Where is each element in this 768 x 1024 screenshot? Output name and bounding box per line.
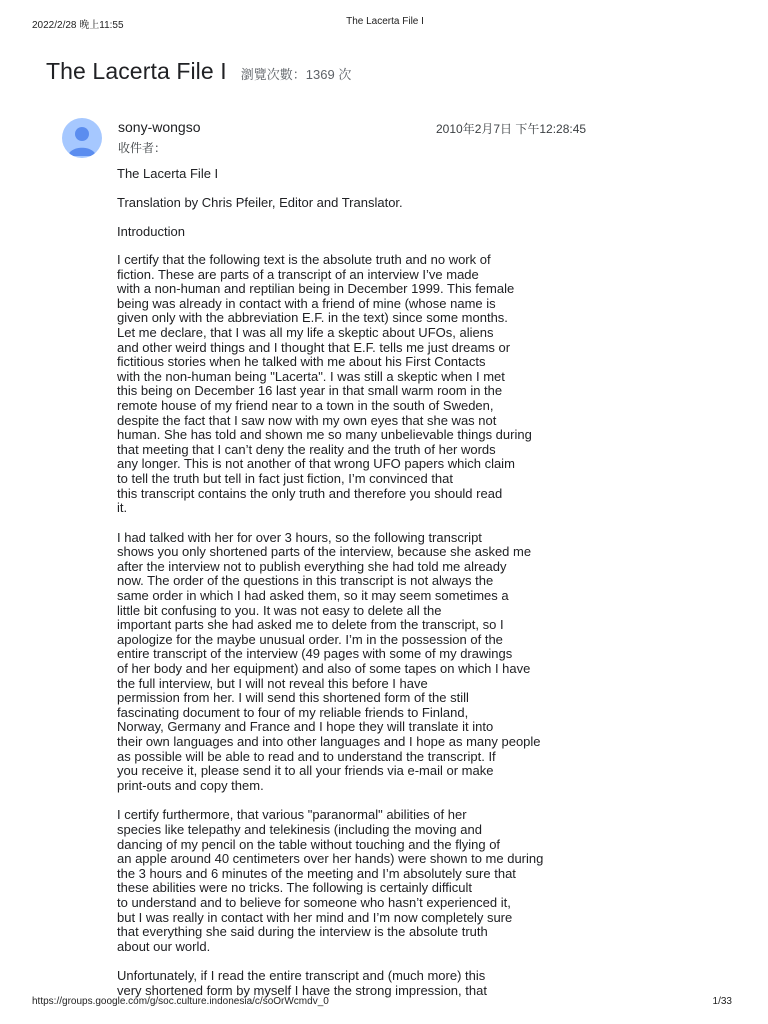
- print-datetime: 2022/2/28 晚上11:55: [32, 20, 124, 31]
- paragraph-line: fiction. These are parts of a transcript of an interview I’ve made: [117, 266, 479, 282]
- body-paragraph: [117, 253, 567, 516]
- paragraph-line: you receive it, please send it to all your friends via e-mail or make: [117, 763, 494, 779]
- paragraph-line: any longer. This is not another of that wrong UFO papers which claim: [117, 456, 515, 472]
- paragraph-line: little bit confusing to you. It was not easy to delete all the: [117, 602, 442, 618]
- paragraph-line: to tell the truth but tell in fact just fiction, I’m convinced that: [117, 470, 454, 486]
- paragraph-line: of her body and her equipment) and also of some tapes on which I have: [117, 661, 531, 677]
- paragraph-line: but I was really in contact with her mind and I’m now completely sure: [117, 909, 513, 925]
- body-paragraph: [117, 531, 567, 794]
- paragraph-line: the 3 hours and 6 minutes of the meeting and I’m absolutely sure that: [117, 865, 516, 881]
- print-page-title: The Lacerta File I: [346, 16, 424, 27]
- print-page-number: 1/33: [712, 996, 732, 1007]
- paragraph-line: I had talked with her for over 3 hours, so the following transcript: [117, 529, 482, 545]
- paragraph-line: as possible will be able to read and to understand the transcript. If: [117, 748, 496, 764]
- paragraph-line: their own languages and into other languages and I hope as many people: [117, 734, 541, 749]
- paragraph-line: this being on December 16 last year in that small warm room in the: [117, 383, 503, 399]
- body-paragraph: [117, 808, 567, 954]
- sender-name[interactable]: sony-wongso: [118, 119, 201, 135]
- print-url: https://groups.google.com/g/soc.culture.indonesia/c/soOrWcmdv_0: [32, 996, 329, 1007]
- paragraph-line: human. She has told and shown me so many unbelievable things during: [117, 427, 532, 443]
- body-paragraph: [117, 969, 567, 998]
- paragraph-line: Norway, Germany and France and I hope they will translate it into: [117, 719, 494, 735]
- paragraph-line: shows you only shortened parts of the interview, because she asked me: [117, 544, 532, 560]
- body-paragraphs: [117, 253, 567, 999]
- thread-header: [46, 58, 351, 85]
- paragraph-line: I certify that the following text is the absolute truth and no work of: [117, 252, 491, 267]
- thread-title: The Lacerta File I: [46, 58, 227, 84]
- body-heading: The Lacerta File I: [117, 166, 219, 181]
- paragraph-line: print-outs and copy them.: [117, 777, 264, 793]
- paragraph-line: Let me declare, that I was all my life a skeptic about UFOs, aliens: [117, 324, 494, 340]
- paragraph-line: despite the fact that I saw now with my own eyes that she was not: [117, 412, 497, 428]
- person-avatar-icon: [62, 118, 102, 158]
- translator-credit: Translation by Chris Pfeiler, Editor and Translator.: [117, 195, 403, 210]
- paragraph-line: Unfortunately, if I read the entire transcript and (much more) this: [117, 968, 486, 984]
- recipient-label: 收件者：: [118, 141, 167, 155]
- paragraph-line: fascinating document to four of my reliable friends to Finland,: [117, 704, 469, 720]
- paragraph-line: apologize for the maybe unusual order. I’m in the possession of the: [117, 631, 503, 647]
- paragraph-line: given only with the abbreviation E.F. in the text) since some months.: [117, 310, 508, 326]
- paragraph-line: that everything she said during the interview is the absolute truth: [117, 924, 488, 940]
- paragraph-line: this transcript contains the only truth and therefore you should read: [117, 485, 503, 501]
- paragraph-line: to understand and to believe for someone who hasn’t experienced it,: [117, 894, 511, 910]
- paragraph-line: about our world.: [117, 938, 211, 954]
- paragraph-line: now. The order of the questions in this transcript is not always the: [117, 573, 494, 589]
- paragraph-line: remote house of my friend near to a town in the south of Sweden,: [117, 397, 494, 413]
- paragraph-line: an apple around 40 centimeters over her hands) were shown to me during: [117, 851, 544, 867]
- message-body: [117, 166, 567, 1014]
- print-footer: [32, 996, 732, 1007]
- paragraph-line: with a non-human and reptilian being in December 1999. This female: [117, 281, 515, 297]
- paragraph-line: very shortened form by myself I have the strong impression, that: [117, 982, 487, 998]
- paragraph-line: after the interview not to publish everything she had told me already: [117, 558, 507, 574]
- paragraph-line: being was already in contact with a friend of mine (whose name is: [117, 295, 496, 311]
- avatar[interactable]: [62, 118, 102, 158]
- paragraph-line: important parts she had asked me to delete from the transcript, so I: [117, 617, 504, 633]
- paragraph-line: I certify furthermore, that various "paranormal" abilities of her: [117, 807, 467, 823]
- paragraph-line: the full interview, but I will not reveal this before I have: [117, 675, 428, 691]
- view-count: [241, 64, 352, 83]
- message-timestamp: 2010年2月7日 下午12:28:45: [436, 122, 587, 136]
- paragraph-line: these abilities were no tricks. The following is certainly difficult: [117, 880, 473, 896]
- paragraph-line: same order in which I had asked them, so it may seem sometimes a: [117, 588, 509, 604]
- section-introduction: Introduction: [117, 224, 185, 239]
- paragraph-line: species like telepathy and telekinesis (including the moving and: [117, 821, 482, 837]
- paragraph-line: dancing of my pencil on the table without touching and the flying of: [117, 836, 501, 852]
- paragraph-line: with the non-human being "Lacerta". I was still a skeptic when I met: [117, 368, 505, 384]
- paragraph-line: fictitious stories when he talked with me about his First Contacts: [117, 354, 486, 370]
- paragraph-line: that meeting that I can’t deny the reality and the truth of her words: [117, 441, 496, 457]
- paragraph-line: and other weird things and I thought that E.F. tells me just dreams or: [117, 339, 511, 355]
- paragraph-line: it.: [117, 500, 128, 516]
- view-count-label: 瀏覽次數：1369 次: [240, 67, 352, 82]
- paragraph-line: permission from her. I will send this shortened form of the still: [117, 690, 469, 706]
- paragraph-line: entire transcript of the interview (49 pages with some of my drawings: [117, 646, 513, 662]
